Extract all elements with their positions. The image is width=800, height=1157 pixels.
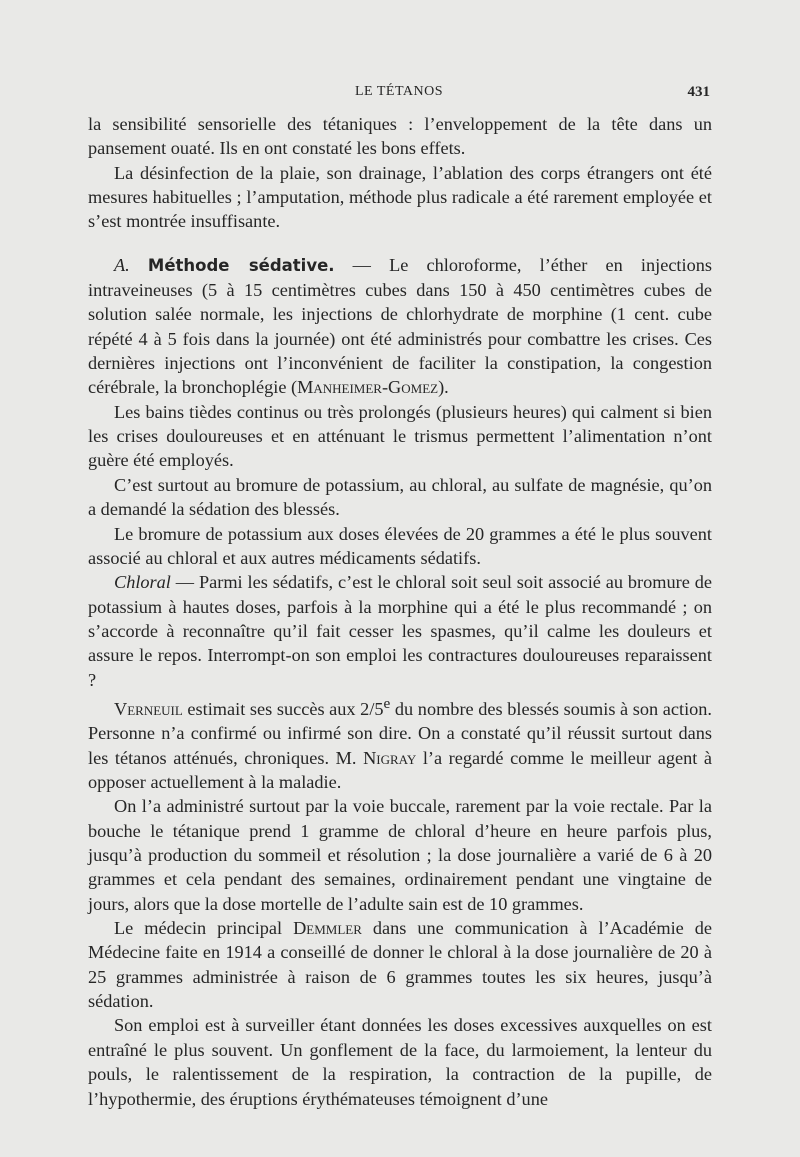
author-name: Manheimer-Gomez [297,377,439,398]
author-name: Demmler [293,918,362,939]
author-name: Verneuil [114,699,183,719]
paragraph-administration: On l’a administré surtout par la voie buccale, rarement par la voie rectale. Par la bouche le tétanique prend 1 gramme de chloral d’heure en heure parfois plus, jusqu’à production du sommeil et résolution ; la dose journalière a varié de 6 à 20 grammes et cela pendant des semaines, ordinairement pendant une vingtaine de jours, alors que la dose mortelle de l’adulte sain est de 10 grammes. [88,796,712,914]
paragraph-surveillance: Son emploi est à surveiller étant données les doses excessives auxquelles on est entraîné le plus souvent. Un gonflement de la face, du larmoiement, la lenteur du pouls, le ralentissement de la respiration, la contraction de la pupille, de l’hypothermie, des éruptions érythémateuses témoignent d’une [88,1015,712,1109]
paragraph-continued: la sensibilité sensorielle des tétaniques : l’enveloppement de la tête dans un pansement ouaté. Ils en ont constaté les bons effets. [88,114,712,159]
page-number: 431 [687,84,710,100]
paragraph-sedative-method [88,253,712,400]
paragraph-text: — Parmi les sédatifs, c’est le chloral soit seul soit associé au bromure de potassium à hautes doses, parfois à la morphine qui a été le plus recommandé ; on s’accorde à reconnaître qu’il fait cesser les spasmes, qu’il calme les douleurs et assure le repos. Interrompt-on son emploi les contractures douloureuses reparaissent ? [88,572,712,690]
paragraph-verneuil [88,692,712,794]
body-text [88,112,712,1111]
paragraph-text: Le médecin principal [114,918,294,939]
paragraph-chloral [88,570,712,692]
section-label: A. [114,254,130,275]
subsection-label: Chloral [114,572,171,593]
paragraph-demmler [88,916,712,1013]
paragraph-text: dans une communication à l’Académie de Médecine faite en 1914 a conseillé de donner le chloral à la dose journalière de 20 à 25 grammes administrée à raison de 6 grammes toutes les six heures, jusqu’à sédation. [88,918,713,1012]
running-title: LE TÉTANOS [354,84,443,99]
paragraph-text: — Le chloroforme, l’éther en injections intraveineuses (5 à 15 centimètres cubes dans 150 à 450 centimètres cubes de solution salée normale, les injections de chlorhydrate de morphine (1 cent. cube répété 4 à 5 fois dans la journée) ont été administrés pour combattre les crises. Ces dernières injections ont l’inconvénient de faciliter la constipation, la congestion cérébrale, la bronchoplégie ( [88,254,712,398]
paragraph-bromide-chloral: C’est surtout au bromure de potassium, au chloral, au sulfate de magnésie, qu’on a demandé la sédation des blessés. [88,474,712,520]
running-head [88,84,710,104]
superscript: e [383,694,391,712]
paragraph-bromide-dose: Le bromure de potassium aux doses élevées de 20 grammes a été le plus souvent associé au chloral et aux autres médicaments sédatifs. [88,523,712,568]
paragraph-text: l’a regardé comme le meilleur agent à opposer actuellement à la maladie. [88,747,712,793]
section-heading: Méthode sédative. [147,255,335,275]
paragraph-baths: Les bains tièdes continus ou très prolongés (plusieurs heures) qui calment si bien les crises douloureuses et en atténuant le trismus permettent l’alimentation n’ont guère été employés. [88,401,712,471]
paragraph-text: du nombre des blessés soumis à son action. Personne n’a confirmé ou infirmé son dire. On a constaté qu’il réussit surtout dans les tétanos atténués, chroniques. M. [88,699,713,768]
author-name: Nigray [363,747,417,768]
paragraph-text: ). [438,377,449,398]
paragraph-text: estimait ses succès aux 2/5 [182,699,384,719]
paragraph-disinfection: La désinfection de la plaie, son drainage, l’ablation des corps étrangers ont été mesures habituelles ; l’amputation, méthode plus radicale a été rarement employée et s’est montrée insuffisante. [88,162,712,232]
